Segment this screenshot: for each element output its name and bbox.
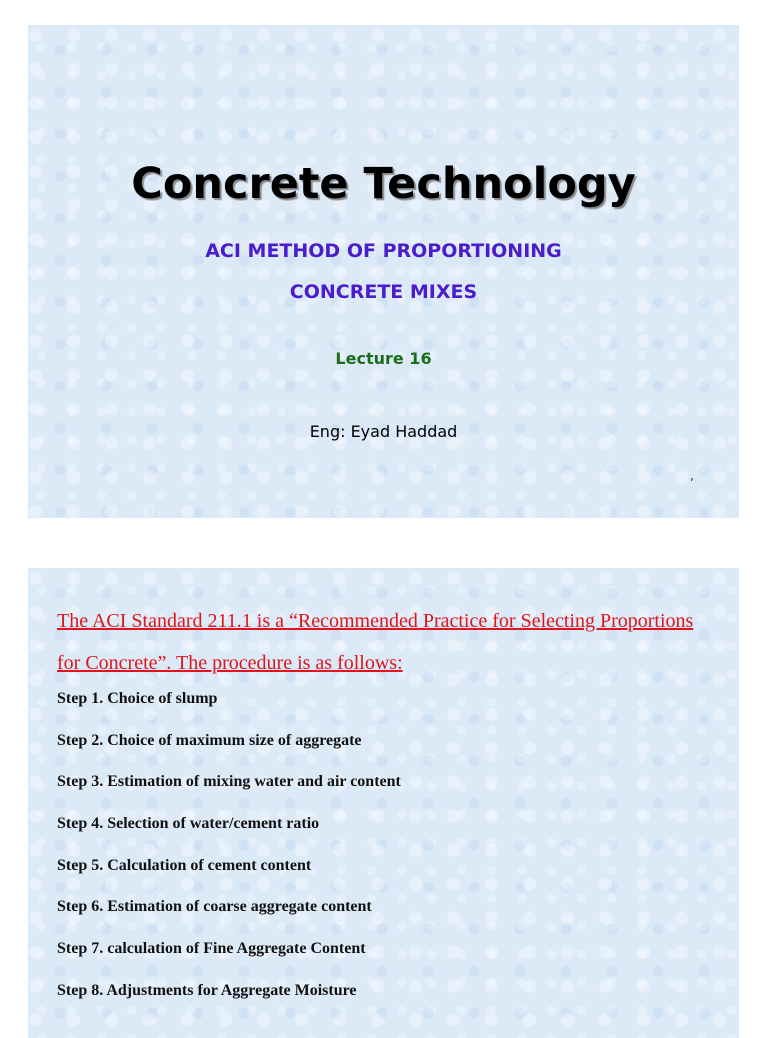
step-item: Step 4. Selection of water/cement ratio [57, 815, 320, 833]
procedure-slide [28, 568, 739, 1038]
step-item: Step 8. Adjustments for Aggregate Moisture [57, 981, 357, 999]
steps-list [57, 687, 401, 1021]
slide-subtitle-line-1: ACI METHOD OF PROPORTIONING [205, 240, 562, 262]
step-item: Step 5. Calculation of cement content [57, 856, 312, 874]
title-slide [28, 25, 739, 518]
corner-mark: ʼ [690, 476, 694, 490]
intro-text: The ACI Standard 211.1 is a “Recommended Practice for Selecting Proportions for Concrete”. The procedure is as follows: [57, 610, 694, 674]
step-item: Step 6. Estimation of coarse aggregate content [57, 898, 372, 916]
step-item: Step 2. Choice of maximum size of aggregate [57, 731, 362, 749]
author-name: Eng: Eyad Haddad [309, 422, 458, 441]
step-item: Step 7. calculation of Fine Aggregate Content [57, 940, 366, 958]
step-item: Step 1. Choice of slump [57, 690, 218, 707]
slide-title: Concrete Technology [131, 159, 636, 209]
slide-subtitle-line-2: CONCRETE MIXES [289, 281, 478, 303]
lecture-number: Lecture 16 [335, 349, 432, 368]
step-item: Step 3. Estimation of mixing water and air content [57, 773, 401, 791]
